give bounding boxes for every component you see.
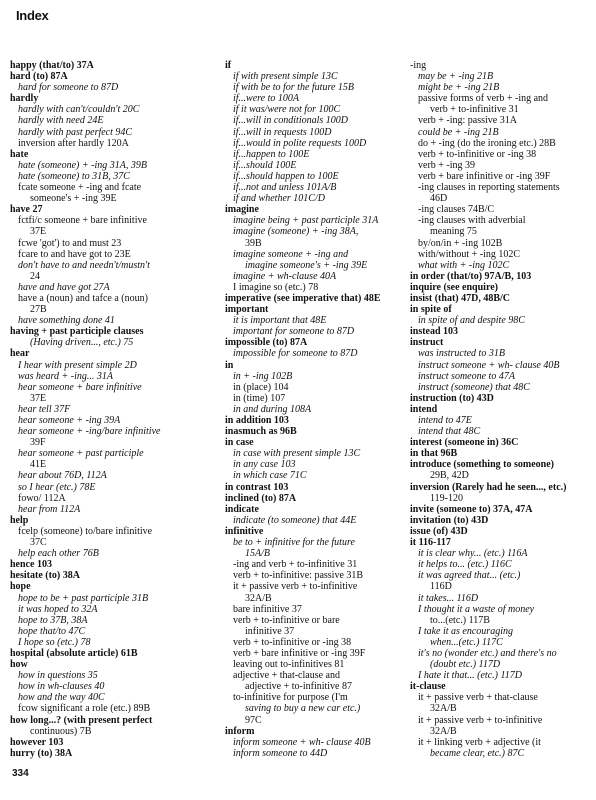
index-subentry: to-infinitive for purpose (I'm <box>233 692 348 704</box>
index-headword: inquire (see enquire) <box>410 281 498 293</box>
index-subentry: if...will in requests 100D <box>233 126 332 138</box>
index-subentry: don't have to and needn't/mustn't <box>18 259 150 271</box>
index-subentry: it is clear why... (etc.) 116A <box>418 548 528 560</box>
index-subentry: was heard + -ing... 31A <box>18 370 113 382</box>
index-subentry: verb + -ing 39 <box>418 159 476 171</box>
index-subentry: if...should 100E <box>233 159 297 171</box>
index-headword: how long...? (with present perfect <box>10 714 153 726</box>
index-subentry: 24 <box>30 270 40 282</box>
page-number: 334 <box>12 768 29 779</box>
index-subentry: if...would in polite requests 100D <box>233 137 367 149</box>
index-headword: indicate <box>225 503 259 515</box>
index-subentry: hear someone + -ing 39A <box>18 415 121 426</box>
index-subentry: hear tell 37F <box>18 403 71 415</box>
index-subentry: 39B <box>245 237 262 249</box>
index-subentry: what with + -ing 102C <box>418 259 510 271</box>
index-subentry: fctfi/c someone + bare infinitive <box>18 215 147 227</box>
index-subentry: someone's + -ing 39E <box>30 193 117 205</box>
index-subentry: leaving out to-infinitives 81 <box>233 659 345 671</box>
index-headword: inversion (Rarely had he seen..., etc.) <box>410 481 567 493</box>
index-subentry: how in questions 35 <box>18 670 98 682</box>
index-subentry: imagine someone's + -ing 39E <box>245 259 368 271</box>
index-subentry: it's no (wonder etc.) and there's no <box>418 647 557 659</box>
index-subentry: (Having driven..., etc.) 75 <box>30 337 134 349</box>
index-subentry: 46D <box>430 193 448 205</box>
index-headword: however 103 <box>10 736 64 748</box>
page-header-title: Index <box>16 8 49 23</box>
index-subentry: it + passive verb + to-infinitive <box>418 714 543 726</box>
index-subentry: fcwe 'got') to and must 23 <box>18 237 122 249</box>
index-headword: imagine <box>225 204 259 216</box>
index-subentry: with/without + -ing 102C <box>418 248 521 260</box>
index-subentry: if with present simple 13C <box>233 71 338 83</box>
index-subentry: how in wh-clauses 40 <box>18 681 105 693</box>
index-subentry: meaning 75 <box>430 226 477 238</box>
index-subentry: in (time) 107 <box>233 392 286 404</box>
index-subentry: hope that/to 47C <box>18 625 86 637</box>
index-subentry: (doubt etc.) 117D <box>430 659 501 671</box>
index-subentry: I take it as encouraging <box>418 625 513 637</box>
index-subentry: may be + -ing 21B <box>418 71 494 83</box>
index-headword: hear <box>10 348 30 360</box>
index-subentry: verb + to-infinitive 31 <box>430 104 519 116</box>
index-headword: important <box>225 304 269 316</box>
index-subentry: by/on/in + -ing 102B <box>418 237 503 249</box>
index-subentry: fcare to and have got to 23E <box>18 248 131 260</box>
index-subentry: it is important that 48E <box>233 315 327 327</box>
index-subentry: hear someone + bare infinitive <box>18 381 142 393</box>
index-subentry: hardly with past perfect 94C <box>18 126 133 138</box>
index-headword: intend <box>410 403 438 415</box>
index-headword: in addition 103 <box>225 415 289 426</box>
index-subentry: I hope so (etc.) 78 <box>18 636 91 648</box>
index-subentry: be to + infinitive for the future <box>233 537 355 549</box>
index-subentry: adjective + to-infinitive 87 <box>245 681 352 693</box>
index-subentry: in + -ing 102B <box>233 370 293 382</box>
index-headword: impossible (to) 87A <box>225 337 308 349</box>
index-headword: invitation (to) 43D <box>410 514 489 526</box>
index-subentry: 37C <box>30 537 47 549</box>
index-subentry: it was hoped to 32A <box>18 603 98 615</box>
index-subentry: in (place) 104 <box>233 381 289 393</box>
index-subentry: in any case 103 <box>233 459 296 471</box>
index-subentry: 41E <box>30 459 47 471</box>
index-subentry: inform someone + wh- clause 40B <box>233 736 371 748</box>
index-subentry: imagine + wh-clause 40A <box>233 270 337 282</box>
index-subentry: in spite of and despite 98C <box>418 315 525 327</box>
index-headword: in case <box>225 437 254 449</box>
index-subentry: 97C <box>245 714 262 726</box>
index-subentry: if it was/were not for 100C <box>233 104 341 116</box>
index-subentry: passive forms of verb + -ing and <box>418 93 549 105</box>
index-headword: hurry (to) 38A <box>10 747 73 759</box>
index-subentry: imagine being + past participle 31A <box>233 215 379 227</box>
index-subentry: instruct (someone) that 48C <box>418 381 530 393</box>
index-subentry: became clear, etc.) 87C <box>430 747 525 759</box>
index-headword: it-clause <box>410 681 446 693</box>
index-subentry: when...(etc.) 117C <box>430 636 503 648</box>
index-subentry: inform someone to 44D <box>233 747 328 759</box>
index-headword: instead 103 <box>410 326 459 338</box>
index-subentry: if...will in conditionals 100D <box>233 115 349 127</box>
index-headword: -ing <box>410 60 427 71</box>
index-subentry: I imagine so (etc.) 78 <box>233 281 319 293</box>
index-subentry: was instructed to 31B <box>418 348 505 360</box>
index-subentry: verb + to-infinitive or -ing 38 <box>233 636 352 648</box>
index-headword: insist (that) 47D, 48B/C <box>410 292 511 304</box>
index-subentry: 37E <box>30 392 47 404</box>
index-subentry: instruct someone to 47A <box>418 370 515 382</box>
index-subentry: 119-120 <box>430 492 463 504</box>
index-subentry: it helps to... (etc.) 116C <box>418 559 512 571</box>
index-headword: in that 96B <box>410 448 458 460</box>
index-subentry: help each other 76B <box>18 548 99 560</box>
index-headword: issue (of) 43D <box>410 525 468 537</box>
index-headword: introduce (something to someone) <box>410 459 554 471</box>
index-subentry: fcelp (someone) to/bare infinitive <box>18 525 153 537</box>
index-subentry: so I hear (etc.) 78E <box>18 481 96 493</box>
index-subentry: if...not and unless 101A/B <box>233 182 337 194</box>
index-subentry: -ing clauses in reporting statements <box>418 182 560 194</box>
index-subentry: hear someone + past participle <box>18 448 144 460</box>
index-subentry: if...were to 100A <box>233 93 300 105</box>
index-subentry: 32A/B <box>430 703 457 715</box>
index-headword: infinitive <box>225 525 264 537</box>
index-subentry: hear someone + -ing/bare infinitive <box>18 426 161 438</box>
index-subentry: intend to 47E <box>418 415 472 426</box>
index-subentry: -ing clauses 74B/C <box>418 204 495 216</box>
index-subentry: important for someone to 87D <box>233 326 355 338</box>
index-subentry: inversion after hardly 120A <box>18 137 129 149</box>
index-subentry: 32A/B <box>430 725 457 737</box>
index-headword: happy (that/to) 37A <box>10 60 94 71</box>
index-subentry: it + passive verb + that-clause <box>418 692 538 704</box>
index-subentry: 29B, 42D <box>430 470 469 482</box>
index-headword: instruct <box>410 337 444 349</box>
index-column-2 <box>225 60 415 759</box>
index-headword: in <box>225 359 234 371</box>
index-subentry: it + linking verb + adjective (it <box>418 736 541 748</box>
index-subentry: infinitive 37 <box>245 625 295 637</box>
index-headword: hesitate (to) 38A <box>10 570 80 582</box>
index-headword: have 27 <box>10 204 43 216</box>
index-headword: in spite of <box>410 304 452 316</box>
index-subentry: could be + -ing 21B <box>418 126 499 138</box>
index-headword: hence 103 <box>10 559 52 571</box>
index-subentry: fowo/ 112A <box>18 492 66 504</box>
index-subentry: in which case 71C <box>233 470 307 482</box>
index-subentry: adjective + that-clause and <box>233 670 340 682</box>
index-subentry: 116D <box>430 581 452 593</box>
index-subentry: it was agreed that... (etc.) <box>418 570 521 582</box>
index-subentry: have a (noun) and tafce a (noun) <box>18 292 148 304</box>
index-column-3 <box>410 60 590 759</box>
index-headword: instruction (to) 43D <box>410 392 494 404</box>
index-subentry: in case with present simple 13C <box>233 448 361 460</box>
index-subentry: -ing clauses with adverbial <box>418 215 526 227</box>
index-subentry: saving to buy a new car etc.) <box>245 703 361 715</box>
index-subentry: hope to be + past participle 31B <box>18 592 149 604</box>
index-headword: hardly <box>10 93 39 105</box>
index-subentry: have and have got 27A <box>18 281 110 293</box>
index-subentry: 27B <box>30 304 47 316</box>
index-subentry: imagine (someone) + -ing 38A, <box>233 226 359 238</box>
index-headword: hate <box>10 148 29 160</box>
index-subentry: hate (someone) to 31B, 37C <box>18 170 130 182</box>
index-headword: hope <box>10 581 31 593</box>
index-headword: in contrast 103 <box>225 481 289 493</box>
index-subentry: in and during 108A <box>233 403 312 415</box>
index-headword: help <box>10 514 29 526</box>
index-subentry: it takes... 116D <box>418 592 479 604</box>
index-headword: hard (to) 87A <box>10 71 68 83</box>
index-subentry: might be + -ing 21B <box>418 82 500 94</box>
index-subentry: indicate (to someone) that 44E <box>233 514 357 526</box>
index-column-1 <box>10 60 215 759</box>
index-subentry: impossible for someone to 87D <box>233 348 358 360</box>
index-subentry: 15A/B <box>245 548 270 560</box>
index-subentry: to...(etc.) 117B <box>430 614 490 626</box>
index-subentry: how and the way 40C <box>18 692 105 704</box>
index-subentry: -ing and verb + to-infinitive 31 <box>233 559 358 571</box>
index-subentry: intend that 48C <box>418 426 481 438</box>
index-subentry: verb + bare infinitive or -ing 39F <box>418 170 551 182</box>
index-subentry: hear about 76D, 112A <box>18 470 107 482</box>
index-subentry: if...should happen to 100E <box>233 170 339 182</box>
index-headword: inasmuch as 96B <box>225 426 297 438</box>
index-headword: inclined (to) 87A <box>225 492 297 504</box>
index-headword: invite (someone to) 37A, 47A <box>410 503 533 515</box>
index-subentry: have something done 41 <box>18 315 115 327</box>
index-subentry: imagine someone + -ing and <box>233 248 349 260</box>
index-subentry: fcow significant a role (etc.) 89B <box>18 703 151 715</box>
index-subentry: verb + to-infinitive or -ing 38 <box>418 148 537 160</box>
index-subentry: it + passive verb + to-infinitive <box>233 581 358 593</box>
index-subentry: verb + to-infinitive: passive 31B <box>233 570 364 582</box>
index-subentry: hard for someone to 87D <box>18 82 119 94</box>
index-headword: interest (someone in) 36C <box>410 437 519 449</box>
index-subentry: 32A/B <box>245 592 272 604</box>
index-headword: having + past participle clauses <box>10 326 144 338</box>
index-headword: if <box>225 60 232 71</box>
index-subentry: if and whether 101C/D <box>233 193 325 205</box>
index-subentry: I hear with present simple 2D <box>18 359 137 371</box>
index-subentry: hate (someone) + -ing 31A, 39B <box>18 159 147 171</box>
index-headword: hospital (absolute article) 61B <box>10 647 138 659</box>
index-headword: imperative (see imperative that) 48E <box>225 292 381 304</box>
index-headword: how <box>10 659 28 671</box>
index-headword: it 116-117 <box>410 537 451 549</box>
index-subentry: hardly with need 24E <box>18 115 104 127</box>
index-subentry: fcate someone + -ing and fcate <box>18 182 142 194</box>
index-subentry: instruct someone + wh- clause 40B <box>418 359 560 371</box>
index-subentry: hear from 112A <box>18 503 81 515</box>
index-subentry: if with be to for the future 15B <box>233 82 355 94</box>
index-subentry: I thought it a waste of money <box>418 603 535 615</box>
index-subentry: 39F <box>30 437 46 449</box>
index-subentry: hardly with can't/couldn't 20C <box>18 104 140 116</box>
index-subentry: verb + to-infinitive or bare <box>233 614 340 626</box>
index-subentry: I hate it that... (etc.) 117D <box>418 670 522 682</box>
index-headword: inform <box>225 725 255 737</box>
index-subentry: verb + -ing: passive 31A <box>418 115 517 127</box>
index-headword: in order (that/to) 97A/B, 103 <box>410 270 532 282</box>
index-subentry: 37E <box>30 226 47 238</box>
index-subentry: verb + bare infinitive or -ing 39F <box>233 647 366 659</box>
index-subentry: hope to 37B, 38A <box>18 614 88 626</box>
index-subentry: do + -ing (do the ironing etc.) 28B <box>418 137 556 149</box>
index-subentry: if...happen to 100E <box>233 148 310 160</box>
index-subentry: continuous) 7B <box>30 725 92 737</box>
index-subentry: bare infinitive 37 <box>233 603 302 615</box>
